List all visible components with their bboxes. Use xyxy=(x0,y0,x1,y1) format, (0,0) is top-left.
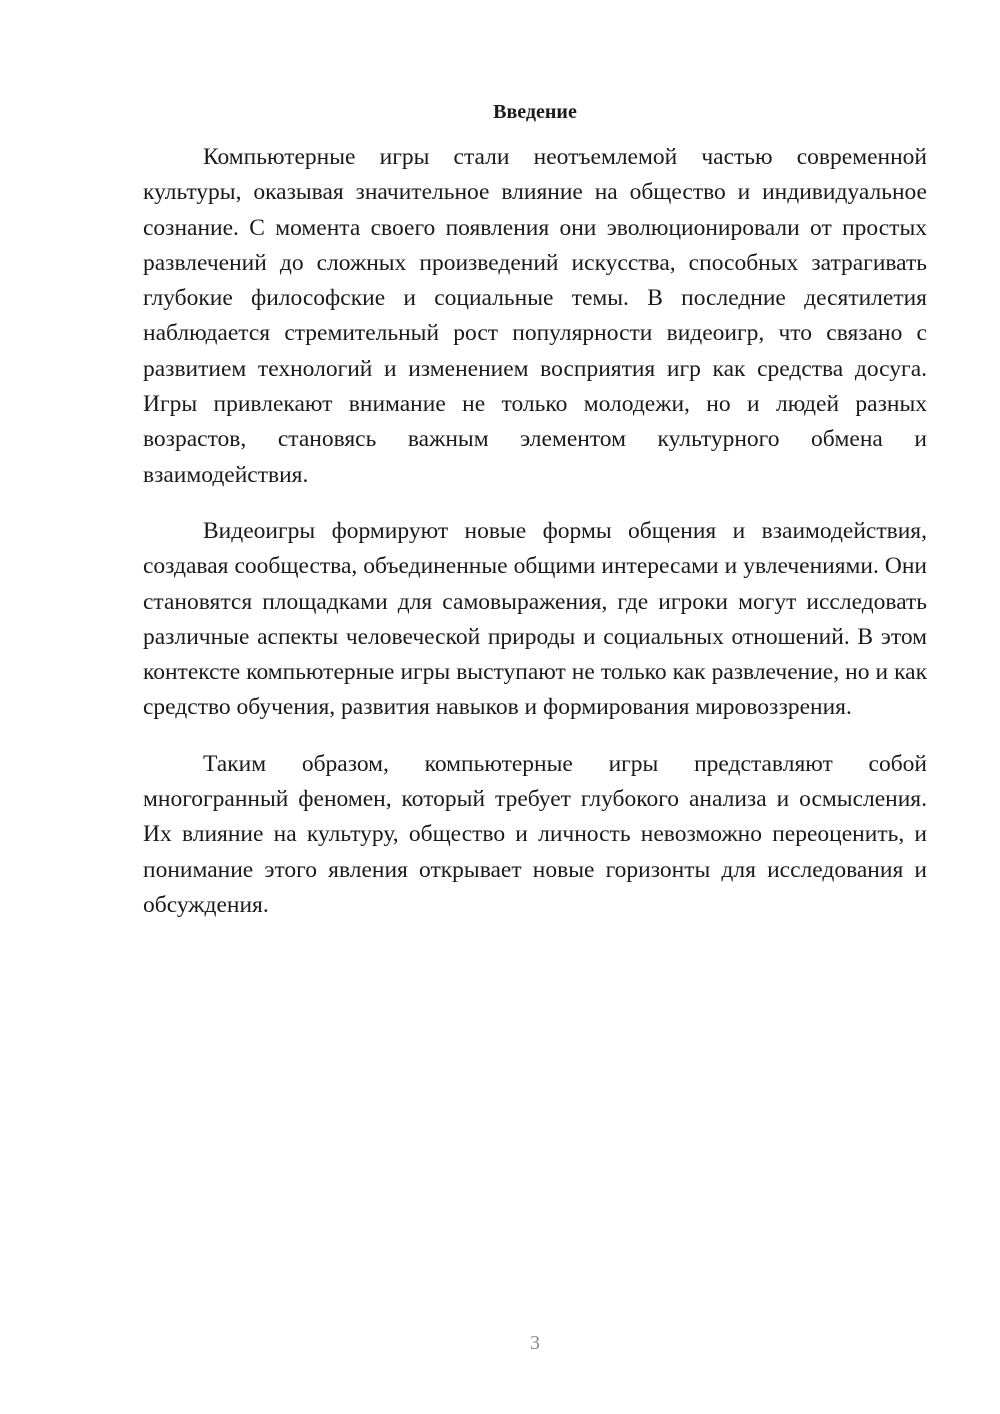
paragraph-2: Видеоигры формируют новые формы общения и взаимодействия, создавая сообщества, объединенные общими интересами и увлечениями. Они становятся площадками для самовыражения, где игроки могут исследовать различные аспекты человеческой природы и социальных отношений. В этом контексте компьютерные игры выступают не только как развлечение, но и как средство обучения, развития навыков и формирования мировоззрения. xyxy=(143,517,927,721)
paragraph-1: Компьютерные игры стали неотъемлемой частью современной культуры, оказывая значительное влияние на общество и индивидуальное сознание. С момента своего появления они эволюционировали от простых развлечений до сложных произведений искусства, способных затрагивать глубокие философские и социальные темы. В последние десятилетия наблюдается стремительный рост популярности видеоигр, что связано с развитием технологий и изменением восприятия игр как средства досуга. Игры привлекают внимание не только молодежи, но и людей разных возрастов, становясь важным элементом культурного обмена и взаимодействия. xyxy=(143,144,927,488)
section-title: Введение xyxy=(493,101,577,123)
paragraph-3: Таким образом, компьютерные игры представляют собой многогранный феномен, который требует глубокого анализа и осмысления. Их влияние на культуру, общество и личность невозможно переоценить, и понимание этого явления открывает новые горизонты для исследования и обсуждения. xyxy=(143,750,927,918)
page-number: 3 xyxy=(530,1332,540,1354)
page-body xyxy=(143,97,927,944)
